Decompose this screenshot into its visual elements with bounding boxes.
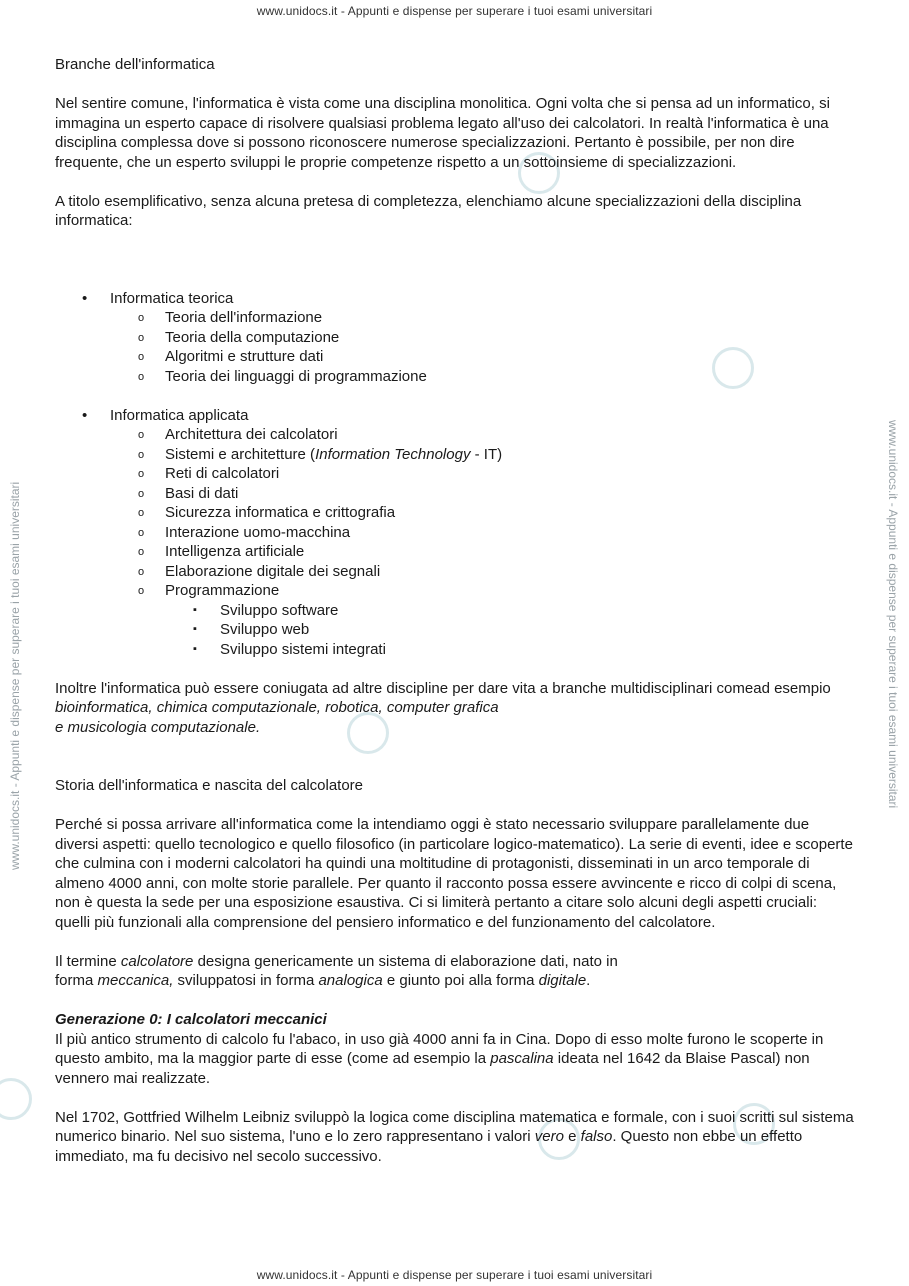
paragraph: Il termine calcolatore designa genericamente un sistema di elaborazione dati, nato in forma meccanica, sviluppatosi in forma analogica e giunto poi alla forma digitale. bbox=[55, 952, 618, 989]
list-item: o Teoria della computazione bbox=[110, 328, 855, 348]
sublist bbox=[110, 425, 855, 659]
list-item: ▪ Sviluppo software bbox=[165, 601, 855, 621]
list-item: o Architettura dei calcolatori bbox=[110, 425, 855, 445]
paragraph: Nel 1702, Gottfried Wilhelm Leibniz sviluppò la logica come disciplina matematica e formale, con i suoi scritti sul sistema numerico binario. Nel suo sistema, l'uno e lo zero rappresentano i valori vero e falso. Questo non ebbe un effetto immediato, ma fu decisivo nel secolo successivo. bbox=[55, 1108, 854, 1165]
paragraph: Inoltre l'informatica può essere coniugata ad altre discipline per dare vita a branche multidisciplinari comead esempio bioinformatica, chimica computazionale, robotica, computer grafica e musicologia computazionale. bbox=[55, 679, 831, 736]
list-item: o Teoria dell'informazione bbox=[110, 308, 855, 328]
paragraph: Perché si possa arrivare all'informatica come la intendiamo oggi è stato necessario sviluppare parallelamente due diversi aspetti: quello tecnologico e quello filosofico (in particolare logico-matematico). La serie di eventi, idee e scoperte che culmina con i moderni calcolatori ha quindi una moltitudine di protagonisti, disseminati in un arco temporale di almeno 4000 anni, con molte storie parallele. Per quanto il racconto possa essere avvincente e ricco di colpi di scena, non è questa la sede per una esposizione esaustiva. Ci si limiterà pertanto a citare solo alcuni degli aspetti cruciali: quelli più funzionali alla comprensione del pensiero informatico e del funzionamento del calcolatore. bbox=[55, 816, 853, 931]
header-watermark: www.unidocs.it - Appunti e dispense per superare i tuoi esami universitari bbox=[256, 4, 653, 18]
list-item-informatica-applicata bbox=[55, 406, 855, 660]
paragraph: Nel sentire comune, l'informatica è vista come una disciplina monolitica. Ogni volta che si pensa ad un informatico, si immagina un esperto capace di risolvere qualsiasi problema legato all'uso dei calcolatori. In realtà l'informatica è una disciplina complessa dove si possono riconoscere numerose specializzazioni. Pertanto è possibile, per non dire frequente, che un esperto sviluppi le proprie competenze rispetto a un sottoinsieme di specializzazioni. bbox=[55, 95, 830, 171]
footer-watermark: www.unidocs.it - Appunti e dispense per superare i tuoi esami universitari bbox=[256, 1268, 653, 1282]
right-side-watermark: www.unidocs.it - Appunti e dispense per superare i tuoi esami universitari bbox=[886, 420, 900, 809]
list-item-label: Informatica applicata bbox=[110, 406, 249, 424]
list-item-informatica-teorica bbox=[55, 289, 855, 387]
paragraph: A titolo esemplificativo, senza alcuna pretesa di completezza, elenchiamo alcune specializzazioni della disciplina informatica: bbox=[55, 192, 802, 229]
list-item: o Basi di dati bbox=[110, 484, 855, 504]
list-item: ▪ Sviluppo sistemi integrati bbox=[165, 640, 855, 660]
document-body bbox=[55, 55, 855, 1166]
list-item: o Elaborazione digitale dei segnali bbox=[110, 562, 855, 582]
sublist bbox=[165, 601, 855, 660]
sublist bbox=[110, 308, 855, 386]
list-item: ▪ Sviluppo web bbox=[165, 620, 855, 640]
list-item: o Teoria dei linguaggi di programmazione bbox=[110, 367, 855, 387]
section-title: Storia dell'informatica e nascita del calcolatore bbox=[55, 777, 364, 794]
paragraph: Il più antico strumento di calcolo fu l'abaco, in uso già 4000 anni fa in Cina. Dopo di esso molte furono le scoperte in questo ambito, ma la maggior parte di esse (come ad esempio la pascalina ideata nel 1642 da Blaise Pascal) non vennero mai realizzate. bbox=[55, 1030, 824, 1087]
list-item: o Sistemi e architetture (Information Technology - IT) bbox=[110, 445, 855, 465]
list-item: o Reti di calcolatori bbox=[110, 464, 855, 484]
list-item-label: Informatica teorica bbox=[110, 289, 234, 307]
list-item: o Interazione uomo-macchina bbox=[110, 523, 855, 543]
subsection-heading: Generazione 0: I calcolatori meccanici bbox=[55, 1011, 327, 1028]
left-side-watermark: www.unidocs.it - Appunti e dispense per superare i tuoi esami universitari bbox=[8, 481, 22, 870]
list-item-label: Programmazione bbox=[165, 582, 280, 599]
list-item: o Sicurezza informatica e crittografia bbox=[110, 503, 855, 523]
specializations-list bbox=[55, 289, 855, 660]
list-item: o Algoritmi e strutture dati bbox=[110, 347, 855, 367]
list-item: o Intelligenza artificiale bbox=[110, 542, 855, 562]
watermark-logo-icon bbox=[0, 1078, 32, 1120]
section-title: Branche dell'informatica bbox=[55, 56, 215, 73]
list-item bbox=[110, 581, 855, 659]
